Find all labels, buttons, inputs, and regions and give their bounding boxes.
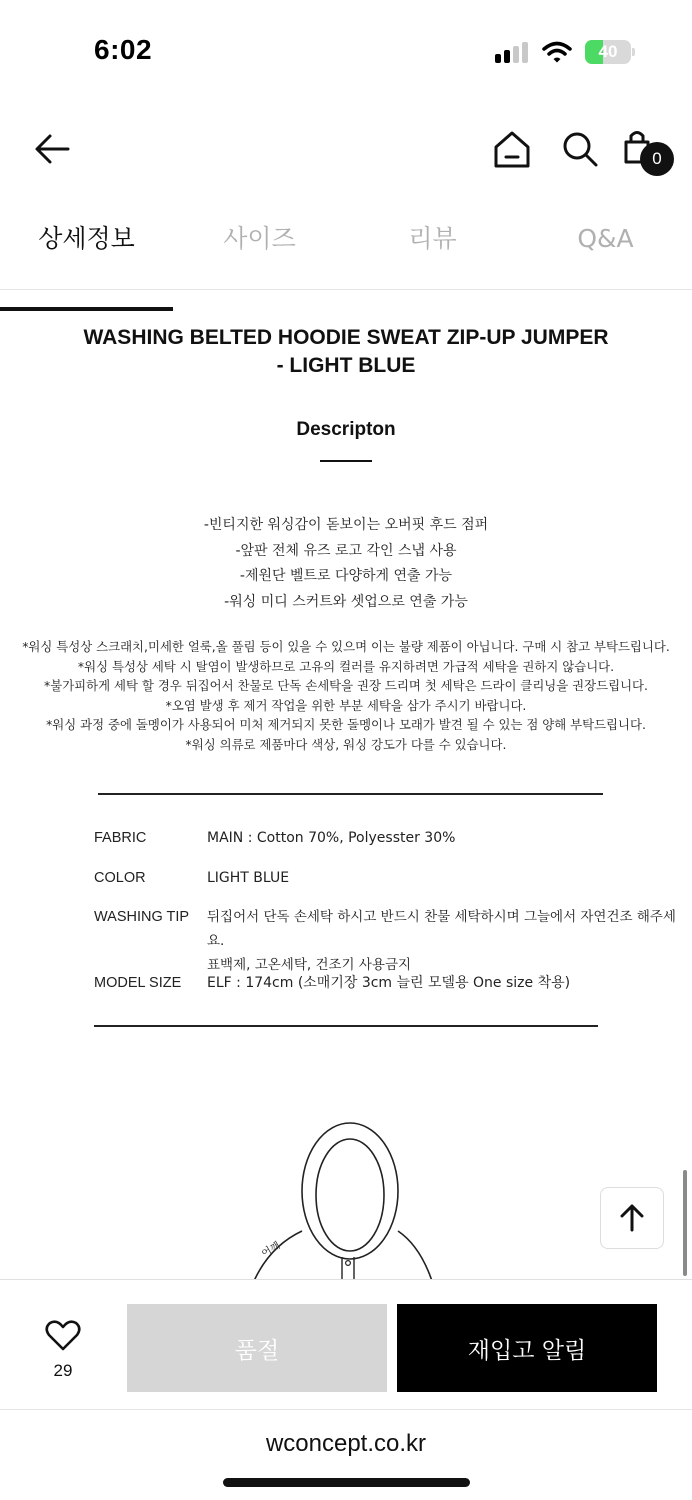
spec-label: COLOR (94, 870, 146, 886)
tab-review[interactable]: 리뷰 (408, 224, 457, 253)
care-note: *불가피하게 세탁 할 경우 뒤집어서 찬물로 단독 손세탁을 권장 드리며 첫 세탁은 드라이 클리닝을 권장드립니다. (44, 678, 648, 693)
cart-count-badge: 0 (640, 142, 674, 176)
care-note: *워싱 의류로 제품마다 색상, 워싱 강도가 다를 수 있습니다. (185, 736, 507, 752)
wifi-icon (542, 40, 572, 64)
arrow-up-icon (601, 1188, 663, 1248)
product-title-line-1: WASHING BELTED HOODIE SWEAT ZIP-UP JUMPER (83, 326, 609, 349)
divider (98, 793, 603, 795)
illustration-label: 어깨 (260, 1240, 283, 1260)
care-note: *워싱 특성상 세탁 시 탈염이 발생하므로 고유의 컬러를 유지하려면 가급적 세탁을 권하지 않습니다. (77, 658, 615, 674)
browser-address-bar (0, 1409, 692, 1500)
cellular-signal-icon (495, 41, 531, 63)
scrollbar[interactable] (683, 1170, 687, 1276)
spec-value: LIGHT BLUE (207, 870, 290, 886)
product-title-line-2: - LIGHT BLUE (276, 354, 416, 377)
battery-level: 40 (598, 42, 618, 61)
home-indicator (223, 1478, 470, 1487)
wishlist-button[interactable] (28, 1318, 98, 1388)
feature-item: -워싱 미디 스커트와 셋업으로 연출 가능 (224, 593, 468, 610)
care-notes (0, 637, 692, 754)
purchase-bar (0, 1279, 692, 1409)
status-time: 6:02 (94, 34, 153, 65)
heading-underline (320, 460, 372, 462)
wish-count: 29 (53, 1361, 73, 1380)
home-icon (490, 127, 534, 171)
status-bar (0, 0, 692, 100)
url-text[interactable]: wconcept.co.kr (265, 1430, 427, 1457)
care-note: *오염 발생 후 제거 작업을 위한 부분 세탁을 삼가 주시기 바랍니다. (165, 697, 527, 713)
care-note: *워싱 과정 중에 돌멩이가 사용되어 미처 제거되지 못한 돌멩이나 모래가 발견 될 수 있는 점 양해 부탁드립니다. (46, 717, 646, 732)
back-arrow-icon (32, 129, 72, 169)
back-button[interactable] (28, 128, 76, 172)
tab-size[interactable]: 사이즈 (223, 224, 296, 253)
spec-label: FABRIC (94, 830, 147, 846)
heart-icon (45, 1320, 81, 1352)
tab-qna[interactable]: Q&A (577, 224, 634, 253)
detail-tabs (0, 210, 692, 290)
search-button[interactable] (556, 126, 604, 174)
scroll-to-top-button[interactable] (600, 1187, 664, 1249)
feature-item: -빈티지한 워싱감이 돋보이는 오버핏 후드 점퍼 (203, 517, 489, 533)
spec-label: MODEL SIZE (94, 975, 182, 991)
product-detail-content (0, 291, 692, 1279)
spec-label: WASHING TIP (94, 909, 190, 925)
battery-icon (585, 40, 635, 64)
product-title (0, 324, 692, 380)
feature-list (0, 513, 692, 615)
feature-item: -앞판 전체 유즈 로고 각인 스냅 사용 (235, 542, 457, 559)
divider (94, 1025, 598, 1027)
description-heading: Descripton (296, 419, 396, 440)
top-navigation (0, 110, 692, 190)
cart-button[interactable] (618, 126, 678, 182)
hoodie-size-illustration (240, 1121, 460, 1279)
spec-value: MAIN : Cotton 70%, Polyesster 30% (207, 830, 456, 846)
tab-detail-info[interactable]: 상세정보 (0, 210, 173, 289)
search-icon (558, 127, 602, 171)
home-button[interactable] (488, 126, 536, 174)
spec-value: ELF : 174cm (소매기장 3cm 늘린 모델용 One size 착용) (207, 975, 571, 991)
care-note: *워싱 특성상 스크래치,미세한 얼룩,올 풀림 등이 있을 수 있으며 이는 불량 제품이 아닙니다. 구매 시 참고 부탁드립니다. (22, 639, 670, 654)
spec-value-group (207, 905, 687, 977)
spec-value: 뒤집어서 단독 손세탁 하시고 반드시 찬물 세탁하시며 그늘에서 자연건조 해주세요. (207, 909, 676, 949)
spec-value: 표백제, 고온세탁, 건조기 사용금지 (207, 957, 412, 973)
restock-notification-button[interactable]: 재입고 알림 (397, 1304, 657, 1392)
feature-item: -제원단 벨트로 다양하게 연출 가능 (239, 568, 453, 584)
soldout-button: 품절 (127, 1304, 387, 1392)
